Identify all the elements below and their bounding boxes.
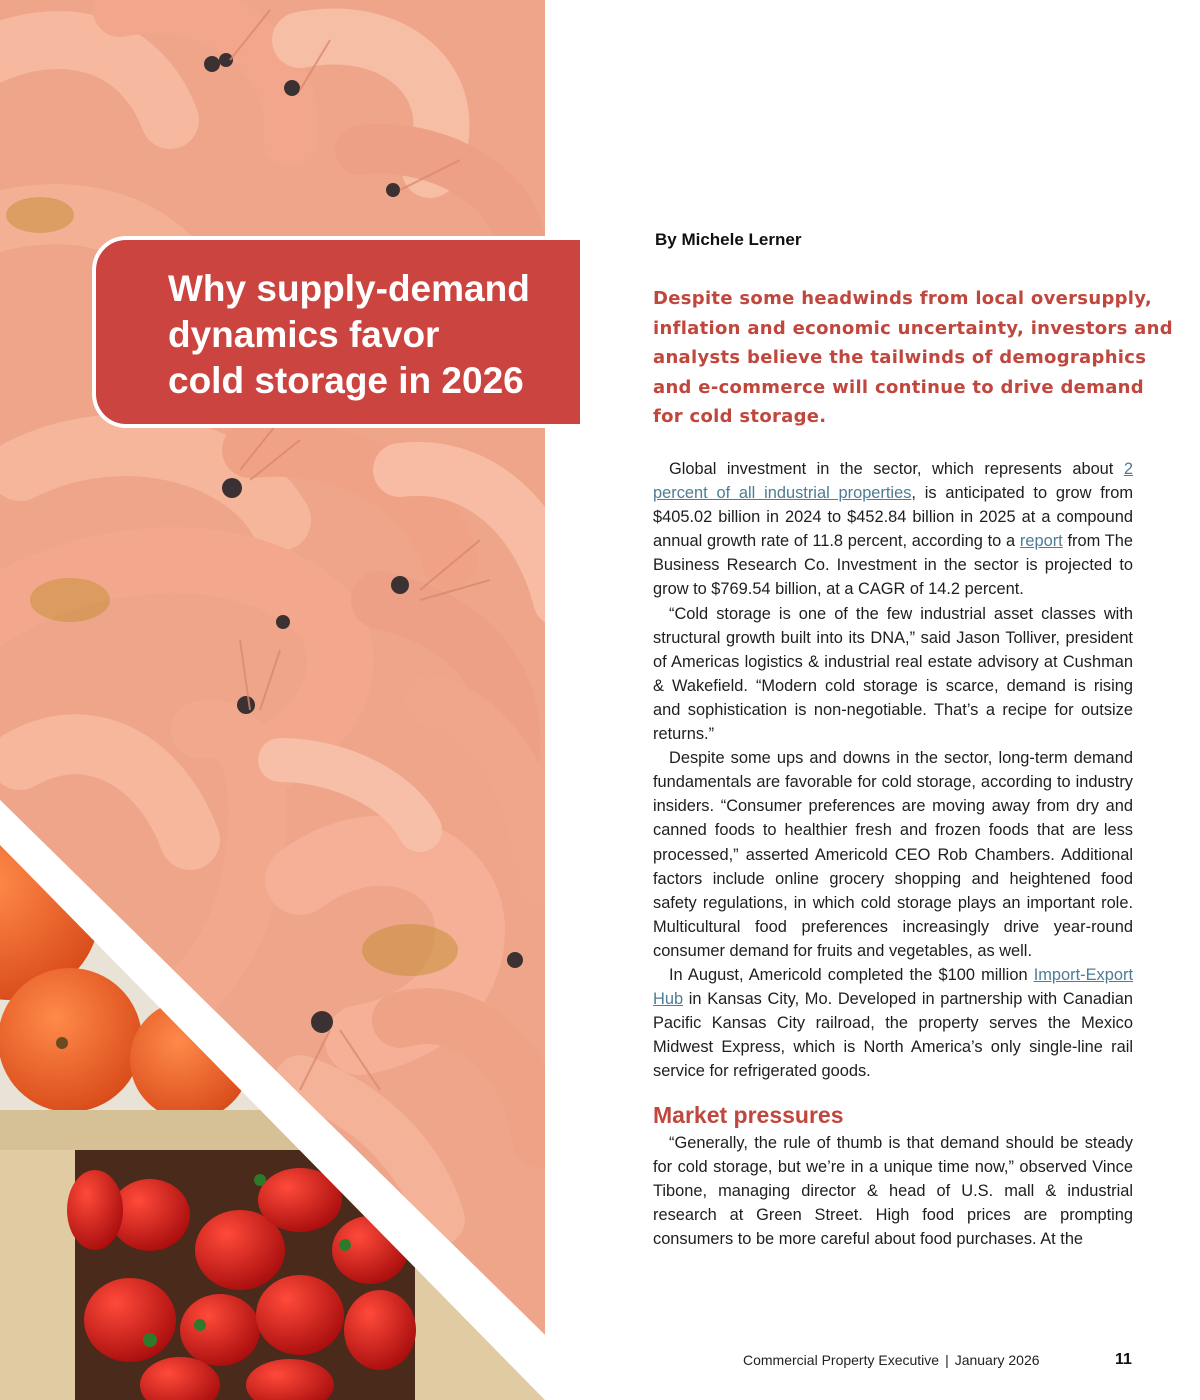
headline-line: dynamics favor xyxy=(168,314,440,355)
paragraph xyxy=(653,963,1133,1083)
paragraph: “Cold storage is one of the few industrial asset classes with structural growth built into its DNA,” said Jason Tolliver, president of Americas logistics & industrial real estate advisory at Cushman & Wakefield. “Modern cold storage is scarce, demand is rising and sophistication is non-negotiable. That’s a recipe for outsize returns.” xyxy=(653,604,1133,744)
publication-name: Commercial Property Executive xyxy=(743,1352,940,1368)
paragraph-text: from The Business Research Co. Investment in the sector is projected to grow to $769.54 billion, at a CAGR of 14.2 percent. xyxy=(653,532,1133,599)
paragraph-text: Global investment in the sector, which represents about xyxy=(669,460,1124,478)
headline-banner xyxy=(92,236,580,428)
headline-line: Why supply-demand xyxy=(168,268,530,309)
paragraph-text: in Kansas City, Mo. Developed in partnership with Canadian Pacific Kansas City railroad, the property serves the Mexico Midwest Express, which is North America’s only single-line rail service for refrigerated goods. xyxy=(653,990,1133,1081)
paragraph: “Generally, the rule of thumb is that demand should be steady for cold storage, but we’re in a unique time now,” observed Vince Tibone, managing director & head of U.S. mall & industrial research at Green Street. High food prices are prompting consumers to be more careful about food purchases. At the xyxy=(653,1134,1133,1249)
footer-separator: | xyxy=(945,1352,949,1368)
page-footer xyxy=(743,1352,1040,1368)
deck xyxy=(653,284,1173,432)
deck-line: Despite some headwinds from local oversupply, xyxy=(653,288,1153,309)
article-body xyxy=(653,457,1133,1083)
industrial-properties-link[interactable]: 2 percent of all industrial properties xyxy=(653,460,1133,503)
report-link[interactable]: report xyxy=(1019,532,1063,551)
deck-line: analysts believe the tailwinds of demographics xyxy=(653,347,1147,369)
paragraph xyxy=(653,457,1133,602)
deck-line: and e-commerce will continue to drive demand xyxy=(653,376,1144,398)
article-body-continued xyxy=(653,1131,1133,1251)
section-subhead: Market pressures xyxy=(653,1102,844,1128)
paragraph-text: , is anticipated to grow from $405.02 billion in 2024 to $452.84 billion in 2025 at a compound annual growth rate of 11.8 percent, according to a xyxy=(653,484,1133,551)
page-number: 11 xyxy=(1115,1351,1132,1368)
article-headline xyxy=(168,266,530,404)
headline-line: cold storage in 2026 xyxy=(168,360,524,401)
issue-date: January 2026 xyxy=(954,1352,1040,1368)
paragraph: Despite some ups and downs in the sector, long-term demand fundamentals are favorable for cold storage, according to industry insiders. “Consumer preferences are moving away from dry and canned foods to healthier fresh and frozen foods that are less processed,” asserted Americold CEO Rob Chambers. Additional factors include online grocery shopping and heightened food safety regulations, in which cold storage plays an important role. Multicultural food preferences increasingly drive year-round consumer demand for fruits and vegetables, as well. xyxy=(653,749,1133,960)
hero-image xyxy=(0,0,545,1400)
paragraph-text: In August, Americold completed the $100 million xyxy=(669,965,1034,984)
deck-line: for cold storage. xyxy=(653,406,827,428)
import-export-hub-link[interactable]: Import-Export Hub xyxy=(653,965,1133,1009)
deck-line: inflation and economic uncertainty, investors and xyxy=(653,317,1173,339)
byline: By Michele Lerner xyxy=(655,230,802,249)
